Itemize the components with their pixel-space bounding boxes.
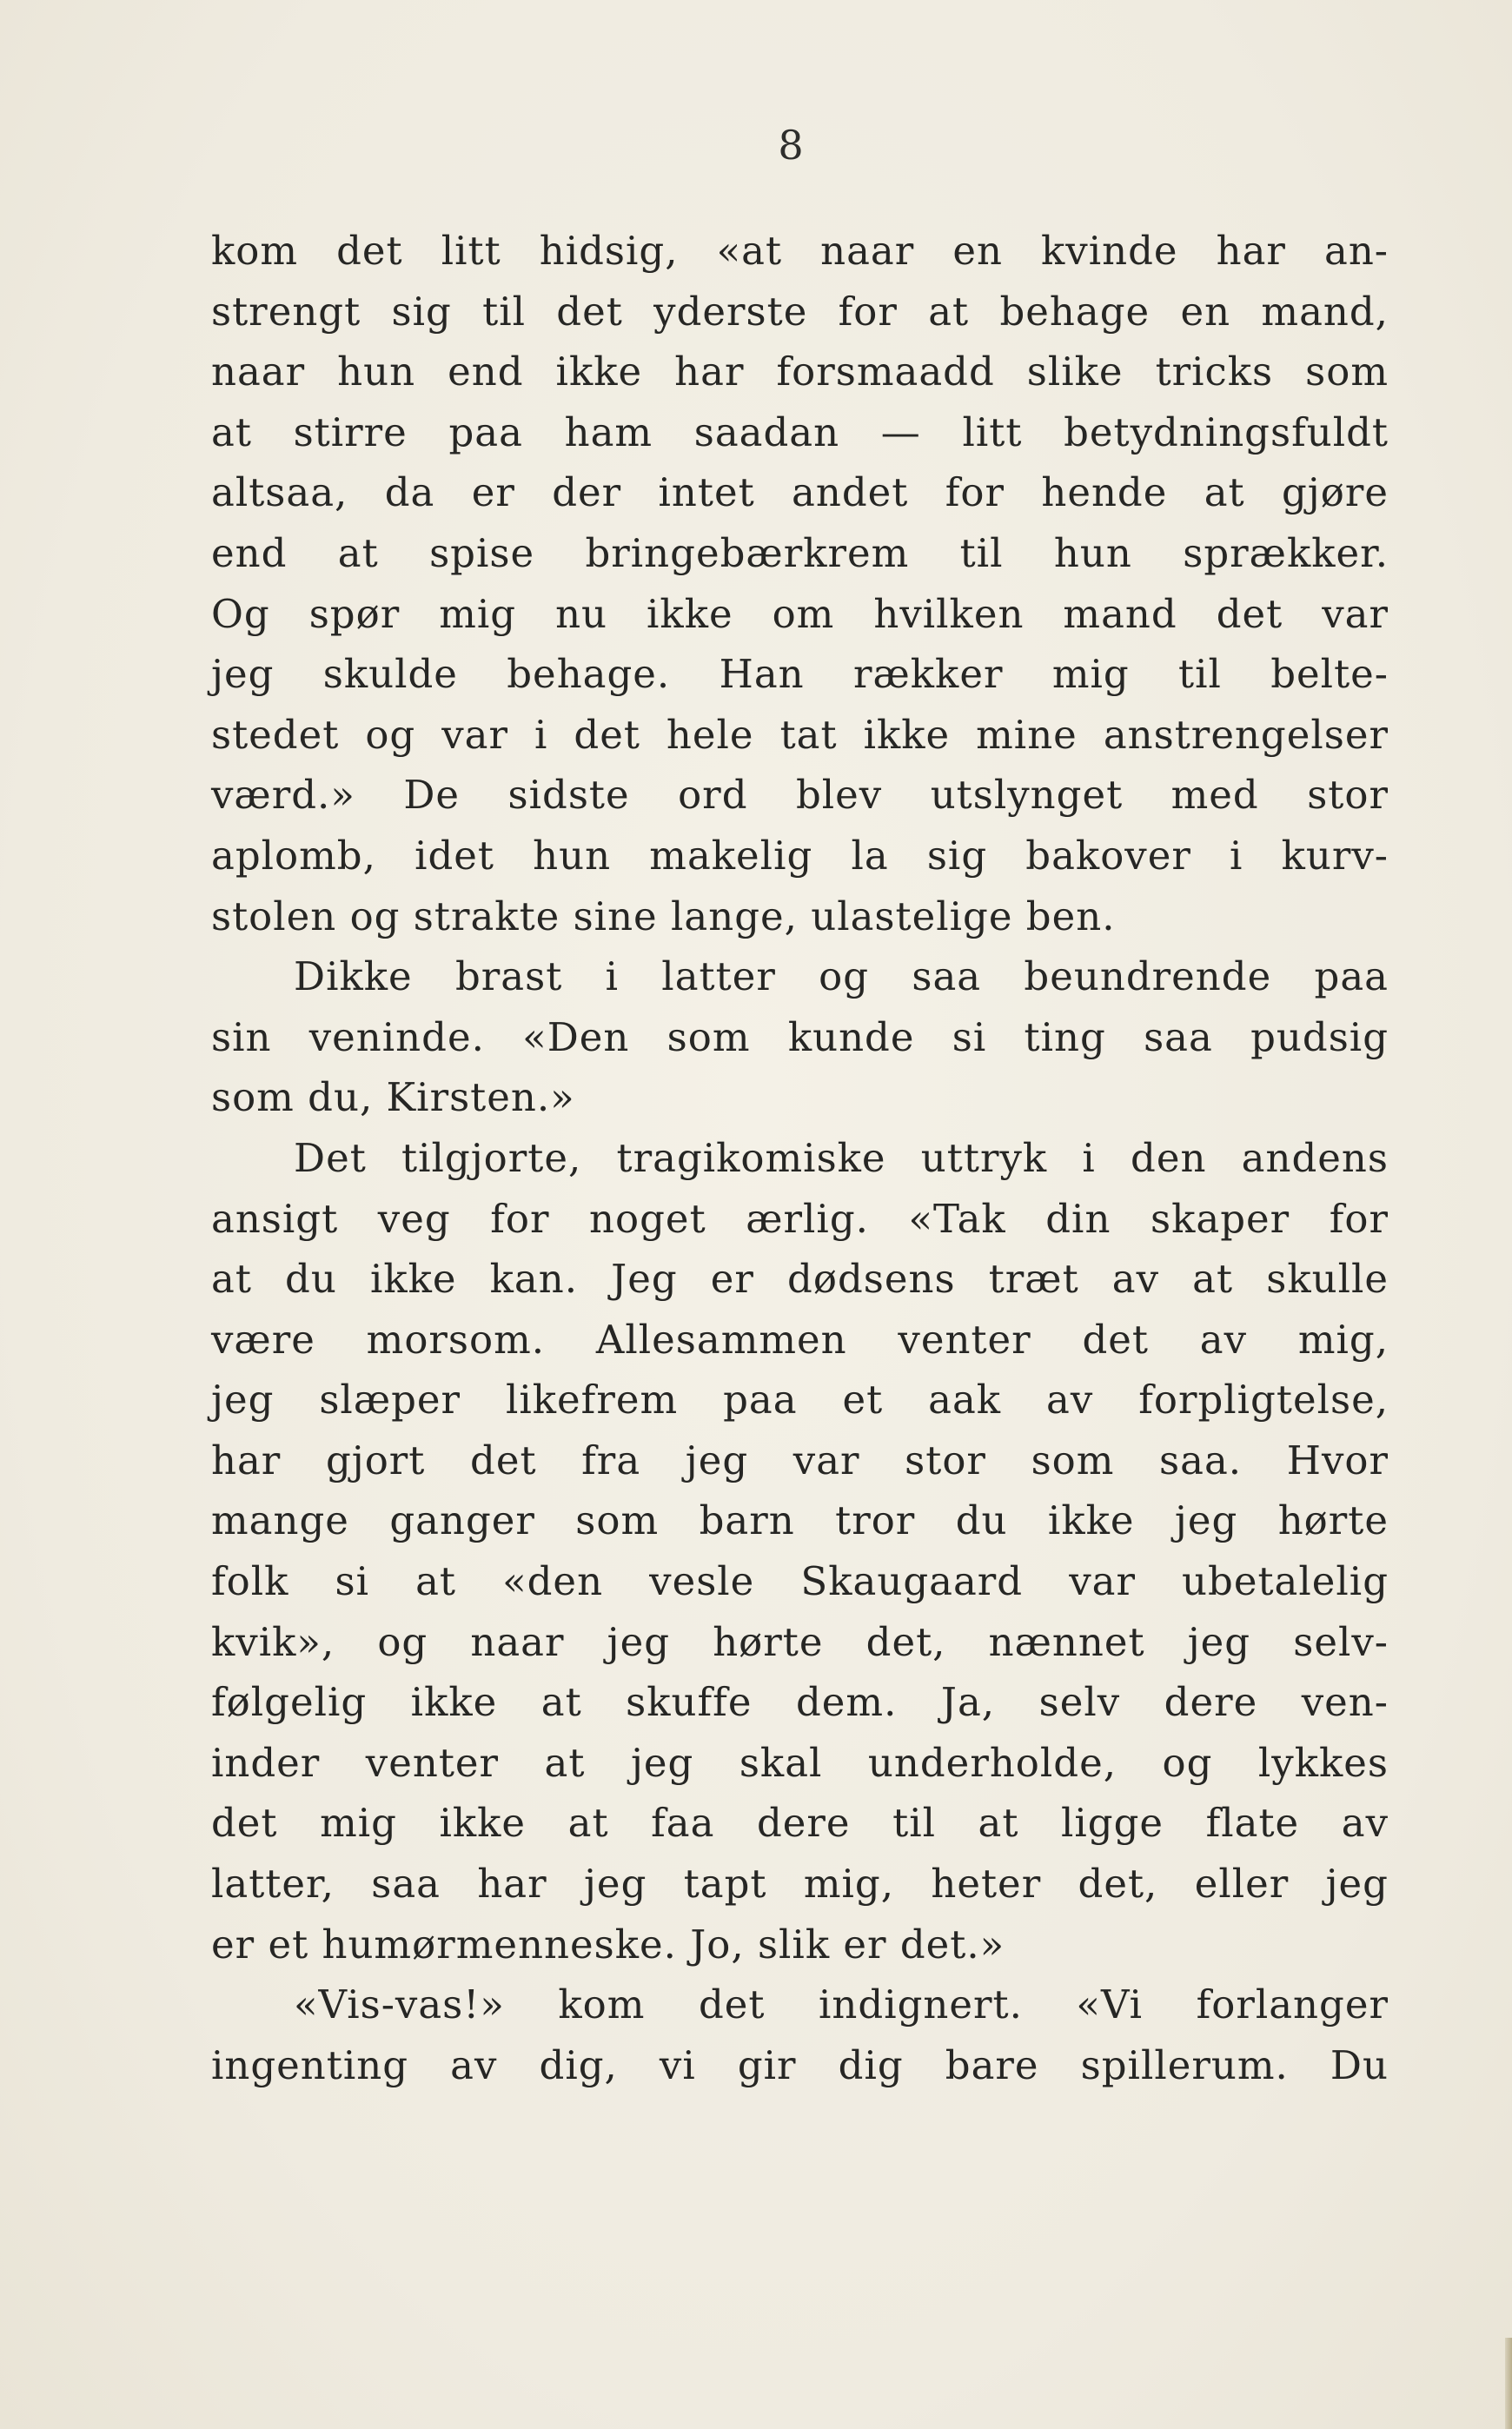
text-line: at stirre paa ham saadan — litt betydningsfuldt bbox=[211, 408, 1389, 455]
text-line: Det tilgjorte, tragikomiske uttryk i den andens bbox=[294, 1134, 1389, 1181]
text-line: det mig ikke at faa dere til at ligge flate av bbox=[211, 1800, 1389, 1847]
page-edge bbox=[1505, 2338, 1512, 2429]
text-line: værd.» De sidste ord blev utslynget med stor bbox=[211, 772, 1389, 819]
text-line: følgelig ikke at skuffe dem. Ja, selv dere ven- bbox=[211, 1679, 1389, 1726]
page-number: 8 bbox=[778, 122, 804, 169]
text-line: stolen og strakte sine lange, ulastelige ben. bbox=[211, 893, 1116, 939]
text-line: Og spør mig nu ikke om hvilken mand det var bbox=[211, 590, 1389, 637]
text-line: sin veninde. «Den som kunde si ting saa pudsig bbox=[211, 1013, 1389, 1060]
text-line: Dikke brast i latter og saa beundrende paa bbox=[294, 953, 1389, 1000]
text-line: kvik», og naar jeg hørte det, nænnet jeg selv- bbox=[211, 1618, 1389, 1665]
text-line: ansigt veg for noget ærlig. «Tak din skaper for bbox=[211, 1195, 1389, 1242]
text-line: latter, saa har jeg tapt mig, heter det, eller jeg bbox=[211, 1861, 1389, 1908]
text-line: end at spise bringebærkrem til hun sprækker. bbox=[211, 529, 1389, 576]
text-line: inder venter at jeg skal underholde, og lykkes bbox=[211, 1739, 1389, 1786]
text-line: strengt sig til det yderste for at behage en mand, bbox=[211, 288, 1389, 335]
text-line: være morsom. Allesammen venter det av mig, bbox=[211, 1316, 1389, 1363]
text-line: som du, Kirsten.» bbox=[211, 1074, 575, 1121]
text-line: kom det litt hidsig, «at naar en kvinde har an- bbox=[211, 228, 1389, 274]
text-line: mange ganger som barn tror du ikke jeg hørte bbox=[211, 1497, 1389, 1544]
text-line: altsaa, da er der intet andet for hende at gjøre bbox=[211, 469, 1389, 516]
text-line: ingenting av dig, vi gir dig bare spillerum. Du bbox=[211, 2041, 1389, 2088]
text-line: aplomb, idet hun makelig la sig bakover i kurv- bbox=[211, 832, 1389, 879]
text-line: har gjort det fra jeg var stor som saa. Hvor bbox=[211, 1437, 1389, 1483]
body-text bbox=[211, 221, 1389, 2095]
text-line: at du ikke kan. Jeg er dødsens træt av at skulle bbox=[211, 1256, 1389, 1303]
text-line: jeg skulde behage. Han rækker mig til belte- bbox=[211, 651, 1389, 698]
text-line: folk si at «den vesle Skaugaard var ubetalelig bbox=[211, 1558, 1389, 1605]
text-line: naar hun end ikke har forsmaadd slike tricks som bbox=[211, 348, 1389, 395]
text-line: «Vis-vas!» kom det indignert. «Vi forlanger bbox=[294, 1981, 1389, 2028]
text-line: jeg slæper likefrem paa et aak av forpligtelse, bbox=[211, 1377, 1389, 1424]
text-line: er et humørmenneske. Jo, slik er det.» bbox=[211, 1921, 1005, 1968]
text-line: stedet og var i det hele tat ikke mine anstrengelser bbox=[211, 711, 1389, 758]
